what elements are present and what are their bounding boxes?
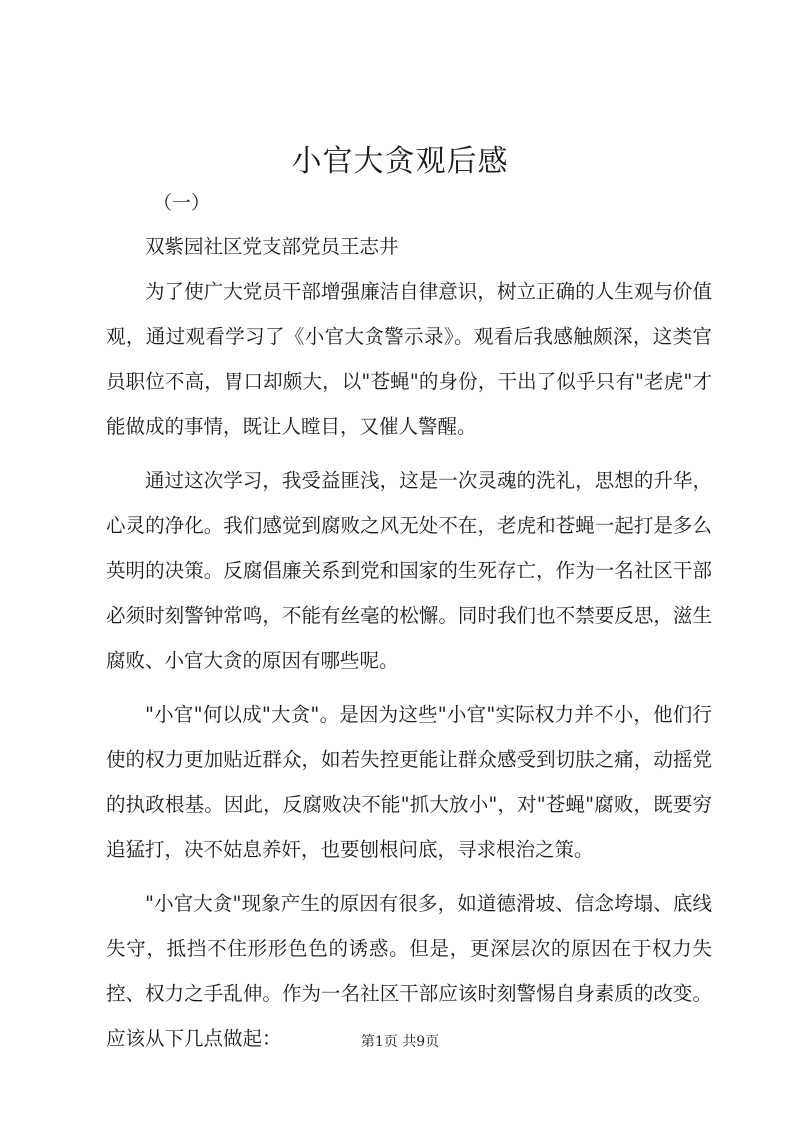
page-footer: 第1页 共9页	[360, 1034, 440, 1050]
author-line: 双紫园社区党支部党员王志井	[145, 235, 399, 258]
document-title: 小官大贪观后感	[291, 144, 509, 179]
section-label: （一）	[153, 192, 211, 214]
document-body	[106, 224, 712, 1061]
paragraph-2: 通过这次学习，我受益匪浅，这是一次灵魂的洗礼，思想的升华，心灵的净化。我们感觉到腐败之风无处不在，老虎和苍蝇一起打是多么英明的决策。反腐倡廉关系到党和国家的生死存亡，作为一名社区干部必须时刻警钟常鸣，不能有丝毫的松懈。同时我们也不禁要反思，滋生腐败、小官大贪的原因有哪些呢。	[106, 469, 712, 672]
paragraph-1: 为了使广大党员干部增强廉洁自律意识，树立正确的人生观与价值观，通过观看学习了《小官大贪警示录》。观看后我感触颇深，这类官员职位不高，胃口却颇大，以"苍蝇"的身份，干出了似乎只有"老虎"才能做成的事情，既让人瞠目，又催人警醒。	[106, 280, 712, 438]
paragraph-4: "小官大贪"现象产生的原因有很多，如道德滑坡、信念垮塌、底线失守，抵挡不住形形色色的诱惑。但是，更深层次的原因在于权力失控、权力之手乱伸。作为一名社区干部应该时刻警惕自身素质的改变。应该从下几点做起：	[106, 892, 712, 1050]
paragraph-3: "小官"何以成"大贪"。是因为这些"小官"实际权力并不小，他们行使的权力更加贴近群众，如若失控更能让群众感受到切肤之痛，动摇党的执政根基。因此，反腐败决不能"抓大放小"，对"苍蝇"腐败，既要穷追猛打，决不姑息养奸，也要刨根问底，寻求根治之策。	[106, 703, 712, 861]
